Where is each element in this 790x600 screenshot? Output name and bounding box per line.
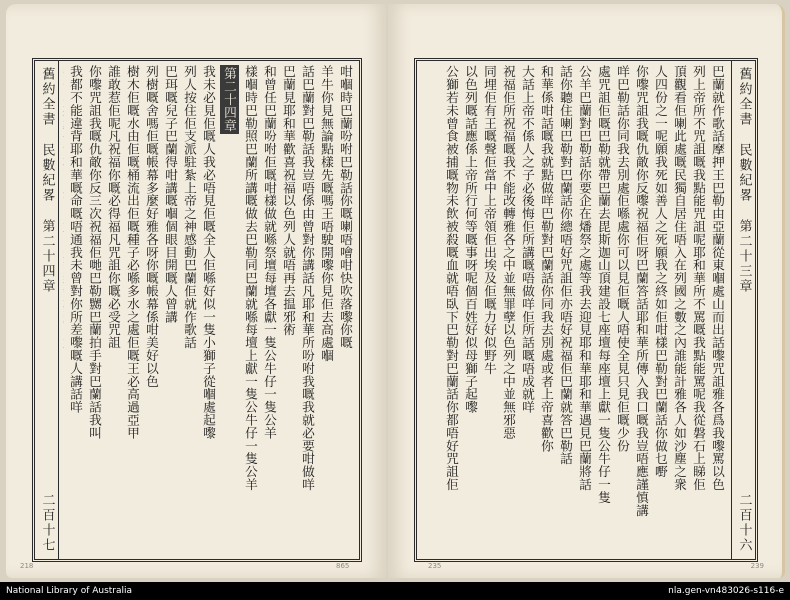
- text-line: 話巴蘭對巴勒話我豈唔係由曾對你講話凡耶和華所吩咐我嘅我就必要咁做咩: [300, 65, 315, 491]
- left-body-text: [63, 65, 355, 555]
- text-line: 你嚟咒詛我嘅仇敵你反三次祝福佢哋巴勒嬲巴蘭拍手對巴蘭話我叫: [87, 65, 102, 440]
- left-chapter-title: 第二十四章: [39, 219, 55, 294]
- left-text-frame: [32, 58, 362, 562]
- text-line: 祝福佢所祝福嘅我不能改轉雅各之中並無罪孽以色列之中並無邪惡: [501, 65, 516, 440]
- text-line: 咁嗰時巴蘭吩咐巴勒話你嘅喇唔噲咁快吹落嚟你嘅: [338, 65, 353, 349]
- left-book-title: 舊約全書: [39, 67, 55, 127]
- text-line: 公羊巴蘭對巴勒話你要企在燔祭之處等我去迎見耶和華耶和華遇見巴蘭將話: [577, 65, 592, 491]
- text-line: 列上帝所不咒詛嘅我點能咒詛呢耶和華所不罵嘅我點能罵呢我從磐石上睇佢: [691, 65, 706, 491]
- left-page-number: 二百十七: [39, 493, 55, 553]
- text-line: 咩巴勒話你同我去別處佢喺處你可以見佢嘅人唔使全見只見佢嘅少份: [615, 65, 630, 452]
- item-identifier: nla.gen-vn483026-s116-e: [668, 586, 784, 596]
- text-line: 樣嗰時巴勒照巴蘭所講嘅做去巴勒同巴蘭就喺每壇上獻一隻公牛仔一隻公羊: [243, 65, 258, 491]
- text-line: 話你聽住喇巴勒對巴蘭話你總唔好咒詛佢亦唔好祝福佢巴蘭就答巴勒話: [558, 65, 573, 465]
- text-line: 以色列嘅話應係上帝所行何等嘅事呀呢個百姓好似母獅子起嚟: [463, 65, 478, 414]
- right-page-number: 二百十六: [736, 493, 752, 553]
- text-line: 巴蘭就作歌話摩押王巴勒由亞蘭從東嗰處山而出話嚟咒詛雅各爲我嚟罵以色: [710, 65, 725, 491]
- right-book-title: 舊約全書: [736, 67, 752, 127]
- text-line: 處咒詛佢嘅巴勒就帶巴蘭去毘斯迦山頂建設七座壇每座壇上獻一隻公牛仔一隻: [596, 65, 611, 504]
- text-line: 誰敢惹佢呢凡祝福你嘅必得福凡咒詛你嘅必受咒詛: [106, 65, 121, 349]
- left-footer-mark-2: 865: [336, 562, 350, 570]
- right-page: [388, 4, 785, 578]
- left-footer-mark: 218: [20, 562, 34, 570]
- text-line: 頂觀看佢喇此處嘅民獨自居住唔入在列國之數之內誰能計雅各人如沙塵之衆: [672, 65, 687, 491]
- right-section-title: 民數紀畧: [736, 143, 752, 203]
- left-margin-column: [35, 61, 59, 559]
- chapter-heading-line: [218, 65, 241, 555]
- text-line: 我未必見佢嘅人我必唔見佢嘅全人佢喺好似一隻小獅子從嗰處起嚟: [201, 65, 216, 440]
- text-line: 人四份之一呢願我死如善人之死願我之終如佢咁樣巴勒對巴蘭話你做乜嘢: [653, 65, 668, 478]
- text-line: 我都不能違背耶和華嘅命嘅唔通我未曾對你所差嚟嘅人講話咩: [68, 65, 83, 414]
- text-line: 巴珥嘅兒子巴蘭得咁講嘅嗰個眼目開嘅人曾講: [163, 65, 178, 323]
- right-footer-mark-2: 239: [750, 562, 764, 570]
- text-line: 列人按住佢支派駐紮上帝之神感動巴蘭佢就作歌話: [182, 65, 197, 349]
- library-name: National Library of Australia: [6, 586, 133, 596]
- text-line: [63, 65, 66, 555]
- text-line: 列樹嘅舍嗎佢嘅帳幕多麼好雅各呀你嘅帳幕係咁美好以色: [144, 65, 159, 388]
- text-line: 公獅若未曾食被捕嘅物未飲被殺嘅血就唔臥下巴勒對巴蘭話你都唔好咒詛佢: [444, 65, 459, 491]
- right-body-text: [421, 65, 727, 555]
- text-line: 和曾任巴蘭吩咐佢嘅咁樣做就喺祭壇每壇各獻一隻公牛仔一隻公羊: [262, 65, 277, 440]
- text-line: 同埋佢有王嘅聲佢當中上帝領佢出埃及佢嘅力好似野牛: [482, 65, 497, 375]
- text-line: 和華係咁話嘅我就點做咩巴勒對巴蘭話你同我去別處或者上帝喜歡你: [539, 65, 554, 452]
- right-footer-mark: 235: [428, 562, 442, 570]
- text-line: 羊牛你見無論點樣先嘅嗎王唔駛開嚟你見佢去高處嗰: [319, 65, 334, 362]
- right-margin-column: [731, 61, 755, 559]
- library-credit-bar: [0, 582, 790, 600]
- left-page: [6, 4, 386, 578]
- chapter-heading: 第二十四章: [222, 67, 237, 132]
- right-text-frame: [414, 58, 758, 562]
- text-line: 樹木佢嘅水由佢嘅桶流出佢嘅種子必喺多水之處佢嘅王必高過亞甲: [125, 65, 140, 440]
- text-line: 巴蘭見耶和華歡喜祝福以色列人就唔再去揾邪術: [281, 65, 296, 336]
- text-line: 大話上帝不係人之子必後悔佢所講嘅唔做咩佢所話嘅唔成就咩: [520, 65, 535, 414]
- text-line: 你嚟咒詛我嘅仇敵你反嚟祝福佢呀巴蘭答話耶和華所傳入我口嘅我豈唔應謹慎講: [634, 65, 649, 517]
- right-chapter-title: 第二十三章: [736, 219, 752, 294]
- left-section-title: 民數紀畧: [39, 143, 55, 203]
